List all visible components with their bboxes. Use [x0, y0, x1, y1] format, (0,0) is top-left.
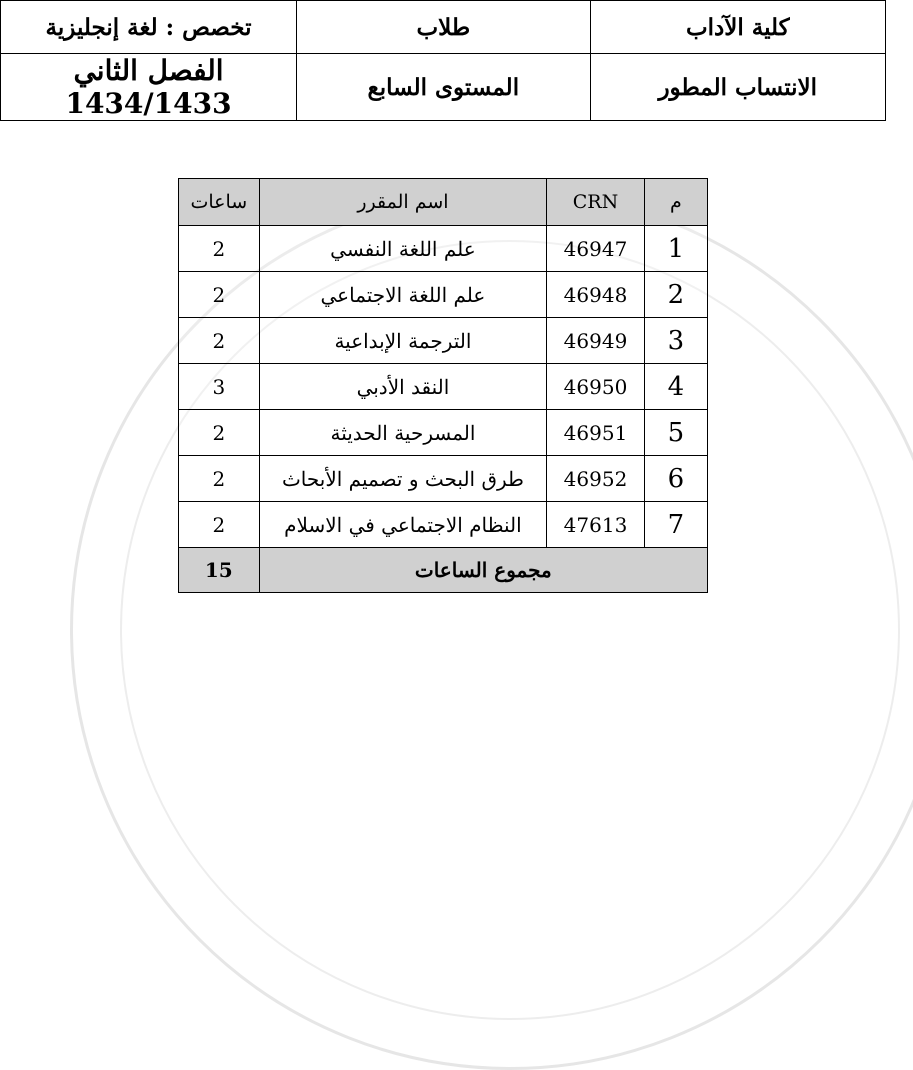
course-hours: 2 — [179, 318, 260, 364]
course-index: 4 — [644, 364, 707, 410]
course-index: 1 — [644, 226, 707, 272]
course-name: النظام الاجتماعي في الاسلام — [259, 502, 547, 548]
total-row — [179, 548, 708, 593]
crn-header: CRN — [547, 179, 644, 226]
course-name: الترجمة الإبداعية — [259, 318, 547, 364]
college-cell: كلية الآداب — [590, 1, 885, 54]
course-hours: 2 — [179, 502, 260, 548]
course-hours: 2 — [179, 456, 260, 502]
course-crn: 46952 — [547, 456, 644, 502]
course-row — [179, 318, 708, 364]
header-row-1 — [1, 1, 886, 54]
specialization-cell: تخصص : لغة إنجليزية — [1, 1, 297, 54]
course-hours: 2 — [179, 226, 260, 272]
course-row — [179, 226, 708, 272]
index-header: م — [644, 179, 707, 226]
course-crn: 46948 — [547, 272, 644, 318]
course-name: المسرحية الحديثة — [259, 410, 547, 456]
course-row — [179, 364, 708, 410]
total-label: مجموع الساعات — [259, 548, 707, 593]
course-table-header-row — [179, 179, 708, 226]
course-name-header: اسم المقرر — [259, 179, 547, 226]
program-cell: الانتساب المطور — [590, 54, 885, 121]
course-name: علم اللغة النفسي — [259, 226, 547, 272]
course-crn: 46949 — [547, 318, 644, 364]
course-row — [179, 456, 708, 502]
course-crn: 46947 — [547, 226, 644, 272]
course-index: 7 — [644, 502, 707, 548]
course-row — [179, 272, 708, 318]
course-crn: 46950 — [547, 364, 644, 410]
course-crn: 46951 — [547, 410, 644, 456]
hours-header: ساعات — [179, 179, 260, 226]
audience-cell: طلاب — [297, 1, 590, 54]
course-index: 2 — [644, 272, 707, 318]
course-hours: 3 — [179, 364, 260, 410]
course-crn: 47613 — [547, 502, 644, 548]
course-name: علم اللغة الاجتماعي — [259, 272, 547, 318]
course-index: 3 — [644, 318, 707, 364]
course-hours: 2 — [179, 272, 260, 318]
semester-cell: الفصل الثاني 1434/1433 — [1, 54, 297, 121]
header-info-table — [0, 0, 886, 121]
course-row — [179, 410, 708, 456]
course-row — [179, 502, 708, 548]
course-hours: 2 — [179, 410, 260, 456]
course-table — [178, 178, 708, 593]
level-cell: المستوى السابع — [297, 54, 590, 121]
course-index: 5 — [644, 410, 707, 456]
total-hours: 15 — [179, 548, 260, 593]
course-index: 6 — [644, 456, 707, 502]
course-name: النقد الأدبي — [259, 364, 547, 410]
course-name: طرق البحث و تصميم الأبحاث — [259, 456, 547, 502]
header-row-2 — [1, 54, 886, 121]
